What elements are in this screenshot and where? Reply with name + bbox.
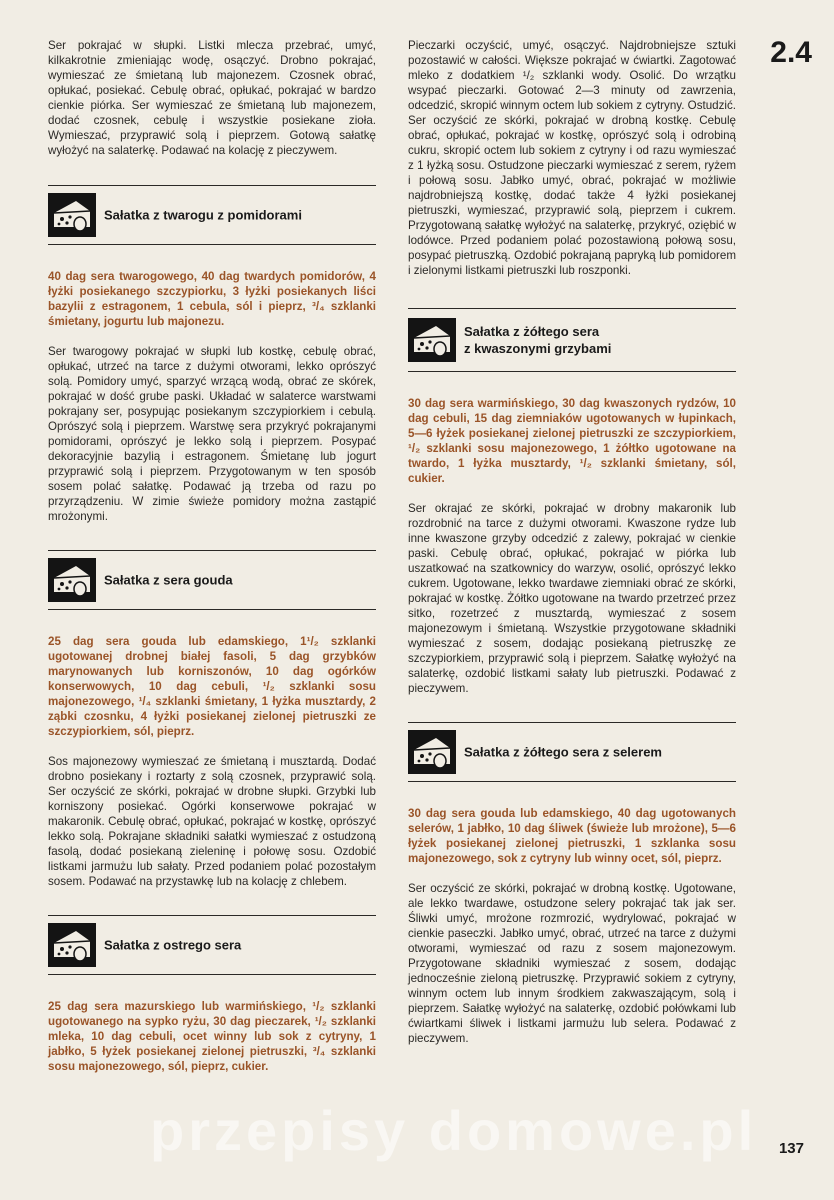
- recipe-ingredients: 25 dag sera gouda lub edamskiego, 1¹/₂ szklanki ugotowanej drobnej białej fasoli, 5 dag grzybków marynowanych lub korniszonów, 10 dag ogórków konserwowych, 10 dag cebuli, ¹/₂ szklanki sosu majonezowego, ¹/₄ szklanki śmietany, 1 łyżka musztardy, 2 ząbki czosnku, 4 łyżki posiekanej zielonej pietruszki ze szczypiorkiem, sól, pieprz.: [48, 635, 376, 738]
- recipe-title: [464, 323, 736, 357]
- recipe-header-gouda: [48, 550, 376, 610]
- cheese-icon: [48, 193, 96, 237]
- left-column: [48, 38, 376, 1074]
- right-column: [408, 38, 736, 1046]
- watermark: przepisy domowe.pl: [150, 1099, 758, 1162]
- page-number: 137: [778, 1140, 804, 1157]
- recipe-title-line1: Sałatka z żółtego sera: [464, 324, 600, 339]
- recipe-header-twarog: [48, 185, 376, 245]
- recipe-title: Sałatka z twarogu z pomidorami: [104, 207, 302, 223]
- recipe-method: Ser twarogowy pokrajać w słupki lub kostkę, cebulę obrać, opłukać, utrzeć na tarce z dużymi otworami, lekko oprószyć solą. Pomidory umyć, sparzyć wrzącą wodą, obrać ze skórek, pokrajać w dość grube paski. Układać w salaterce warstwami pokrajany ser, posypując posiekanym szczypiorkiem i cebulą. Oprószyć solą i pieprzem. Warstwę sera przykryć pokrajanymi pomidorami, oprószyć je lekko solą i pieprzem. Posypać dekoracyjnie bazylią i estragonem. Śmietanę lub jogurt przyprawić solą i pieprzem. Przygotowanym w ten sposób sosem polać sałatkę. Podawać ją trzeba od razu po przyrządzeniu. W zimie świeże pomidory można zastąpić mrożonymi.: [48, 345, 376, 523]
- cheese-icon: [48, 923, 96, 967]
- recipe-ingredients: 40 dag sera twarogowego, 40 dag twardych pomidorów, 4 łyżki posiekanego szczypiorku, 3 łyżki posiekanych liści bazylii z estragonem, 1 cebula, sól i pieprz, ³/₄ szklanki śmietany, jogurtu lub majonezu.: [48, 270, 376, 328]
- cheese-icon: [408, 318, 456, 362]
- recipe-method: Ser oczyścić ze skórki, pokrajać w drobną kostkę. Ugotowane, ale lekko twardawe, ostudzone selery pokrajać tak jak ser. Śliwki umyć, mrożone rozmrozić, wydrylować, pokrajać w cienkie paseczki. Jabłko umyć, obrać, utrzeć na tarce z dużymi otworami, wymieszać od razu z sosem majonezowym. Przygotowane składniki wymieszać z sosem, dodając jednocześnie zieloną pietruszkę. Przyprawić sokiem z cytryny, winnym octem lub innym środkiem zakwaszającym, solą i pieprzem. Sałatkę wyłożyć na salaterkę, ozdobić połówkami lub ćwiartkami śliwek i listkami jarmużu lub selera. Podawać z pieczywem.: [408, 882, 736, 1045]
- intro-text: Ser pokrajać w słupki. Listki mlecza przebrać, umyć, kilkakrotnie zmieniając wodę, osączyć. Drobno pokrajać, wymieszać ze śmietaną lub majonezem. Czosnek obrać, opłukać, posiekać. Cebulę obrać, opłukać, pokrajać w bardzo cienkie piórka. Ser wymieszać ze śmietaną lub majonezem, dodać czosnek, cebulę i wszystkie posiekane zioła. Wymieszać, przyprawić solą i pieprzem. Gotową sałatkę wyłożyć na salaterkę. Podawać na kolację z pieczywem.: [48, 39, 376, 157]
- recipe-title: Sałatka z żółtego sera z selerem: [464, 744, 662, 760]
- recipe-title-line2: z kwaszonymi grzybami: [464, 341, 612, 356]
- continuation-text: Pieczarki oczyścić, umyć, osączyć. Najdrobniejsze sztuki pozostawić w całości. Większe pokrajać w ćwiartki. Zagotować mleko z dodatkiem ¹/₂ szklanki wody. Osolić. Do wrzątku wsypać pieczarki. Gotować 2—3 minuty od zawrzenia, odcedzić, skropić winnym octem lub sokiem z cytryny. Ostudzić. Ser oczyścić ze skórki, pokrajać w drobną kostkę. Cebulę obrać, opłukać, pokrajać w kostkę, oprószyć solą i odrobiną cukru, skropić octem lub sokiem z cytryny i od razu wymieszać z 1 łyżką sosu. Ostudzone pieczarki wymieszać z serem, ryżem i połową sosu. Jabłko umyć, obrać, pokrajać w możliwie najdrobniejszą kostkę, dodać także 4 łyżki posiekanej pietruszki, wymieszać, przyprawić solą, pieprzem i cukrem. Przygotowaną sałatkę wyłożyć na salaterkę, przykryć, oziębić w lodówce. Przed podaniem polać pozostawioną połową sosu, posypać pietruszką. Ozdobić pokrajaną papryką lub pomidorem i zielonymi listkami pietruszki lub roszponki.: [408, 39, 736, 277]
- recipe-ingredients: 30 dag sera warmińskiego, 30 dag kwaszonych rydzów, 10 dag cebuli, 15 dag ziemniaków ugotowanych w łupinkach, 5—6 łyżek posiekanej zielonej pietruszki ze szczypiorkiem, ¹/₂ szklanki sosu majonezowego, 1 żółtko ugotowane na twardo, 1 łyżka musztardy, ¹/₂ szklanki śmietany, sól, cukier.: [408, 397, 736, 485]
- recipe-ingredients: 30 dag sera gouda lub edamskiego, 40 dag ugotowanych selerów, 1 jabłko, 10 dag śliwek (świeże lub mrożone), 5—6 łyżek posiekanej zielonej pietruszki, 1 szklanka sosu majonezowego, sok z cytryny lub winny ocet, sól, pieprz.: [408, 807, 736, 865]
- recipe-header-ostry: [48, 915, 376, 975]
- recipe-title: Sałatka z sera gouda: [104, 572, 233, 588]
- recipe-header-seler: [408, 722, 736, 782]
- cheese-icon: [408, 730, 456, 774]
- recipe-method: Ser okrajać ze skórki, pokrajać w drobny makaronik lub rozdrobnić na tarce z dużymi otworami. Kwaszone rydze lub inne kwaszone grzyby odcedzić z zalewy, pokrajać w cienkie paski. Cebulę obrać, opłukać, pokrajać w piórka lub uszatkować na szatkownicy do warzyw, osolić, oprószyć lekko cukrem. Ugotowane, lekko twardawe ziemniaki obrać ze skórki, pokrajać w kostkę. Żółtko ugotowane na twardo przetrzeć przez sitko, rozetrzeć z musztardą, wymieszać z sosem majonezowym i śmietaną. Wszystkie przygotowane składniki wymieszać z sosem, dodając posiekaną pietruszkę ze szczypiorkiem, przyprawić solą i pieprzem. Sałatkę wyłożyć na salaterkę, ozdobić listkami sałaty lub pietruszki. Podawać z pieczywem.: [408, 502, 736, 695]
- section-number: 2.4: [770, 36, 812, 69]
- recipe-title: Sałatka z ostrego sera: [104, 937, 242, 953]
- recipe-ingredients: 25 dag sera mazurskiego lub warmińskiego, ¹/₂ szklanki ugotowanego na sypko ryżu, 30 dag pieczarek, ¹/₂ szklanki mleka, 10 dag cebuli, ocet winny lub sok z cytryny, 1 jabłko, 5 łyżek posiekanej zielonej pietruszki, ³/₄ szklanki sosu majonezowego, sól, pieprz, cukier.: [48, 1000, 376, 1073]
- cheese-icon: [48, 558, 96, 602]
- recipe-header-grzyby: [408, 308, 736, 372]
- recipe-method: Sos majonezowy wymieszać ze śmietaną i musztardą. Dodać drobno posiekany i roztarty z solą czosnek, przyprawić solą. Ser oczyścić ze skórki, pokrajać w drobne słupki. Grzybki lub korniszony posiekać. Ogórki konserwowe pokrajać w makaronik. Cebulę obrać, opłukać, pokrajać w kostkę, oprószyć lekko solą. Pokrajane składniki sałatki wymieszać z ostudzoną fasolą, dodać posiekaną zieleninę i połowę sosu. Ozdobić listkami jarmużu lub sałaty. Przed podaniem polać pozostałym sosem. Podawać na przystawkę lub na kolację z chlebem.: [48, 755, 376, 888]
